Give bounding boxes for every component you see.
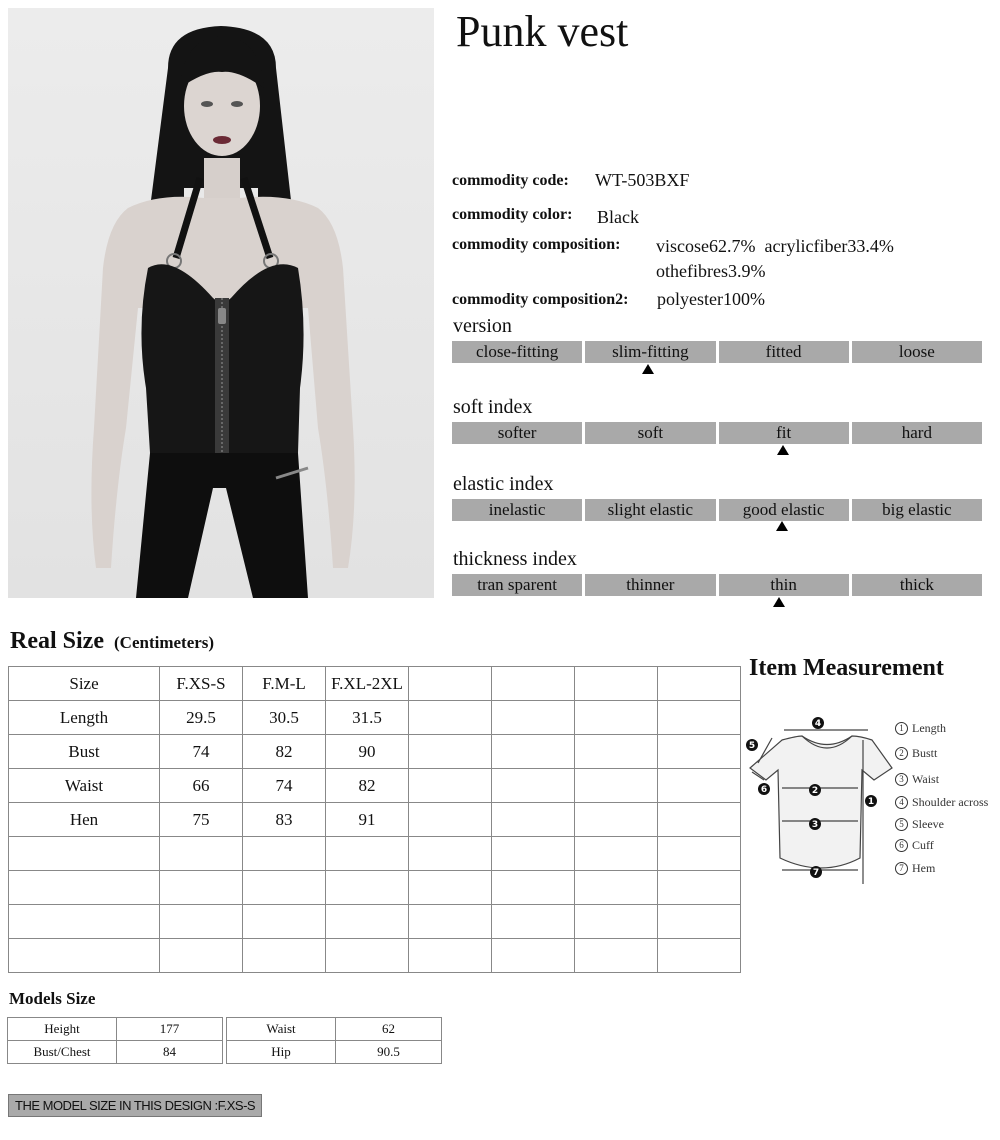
- size-cell: [326, 939, 409, 973]
- size-cell: 75: [160, 803, 243, 837]
- model-illustration: [8, 8, 434, 598]
- size-cell: [9, 871, 160, 905]
- commodity-composition2-value: polyester100%: [657, 289, 765, 309]
- legend-label: Shoulder across: [912, 795, 989, 809]
- size-cell: [409, 803, 492, 837]
- legend-number: 2: [895, 747, 908, 760]
- size-cell: [243, 837, 326, 871]
- size-cell: [575, 701, 658, 735]
- size-row: [9, 837, 741, 871]
- models-size-table-right: [226, 1017, 442, 1064]
- size-cell: 30.5: [243, 701, 326, 735]
- size-cell: 82: [243, 735, 326, 769]
- commodity-code-label: commodity code:: [452, 172, 569, 189]
- size-cell: [658, 735, 741, 769]
- size-cell: [575, 803, 658, 837]
- thickness-index-option: thick: [852, 574, 982, 596]
- elastic-index-selected-marker: [776, 521, 788, 531]
- size-cell: [409, 939, 492, 973]
- soft-index-option: hard: [852, 422, 982, 444]
- size-row: [9, 905, 741, 939]
- legend-number: 7: [895, 862, 908, 875]
- version-option: slim-fitting: [585, 341, 715, 363]
- size-cell: [658, 803, 741, 837]
- size-cell: [160, 905, 243, 939]
- models-size-row: [8, 1041, 223, 1064]
- size-header-cell: F.XL-2XL: [326, 667, 409, 701]
- size-cell: 83: [243, 803, 326, 837]
- soft-index-selected-marker: [777, 445, 789, 455]
- legend-item: [895, 721, 946, 736]
- legend-number: 3: [895, 773, 908, 786]
- size-cell: [243, 871, 326, 905]
- size-cell: Waist: [9, 769, 160, 803]
- thickness-index-option: thinner: [585, 574, 715, 596]
- size-cell: [492, 803, 575, 837]
- diagram-number: 4: [814, 719, 822, 729]
- size-cell: [658, 939, 741, 973]
- diagram-number: 2: [811, 786, 819, 796]
- models-size-value: 90.5: [336, 1041, 442, 1064]
- legend-label: Sleeve: [912, 817, 944, 831]
- version-option: close-fitting: [452, 341, 582, 363]
- legend-label: Waist: [912, 772, 940, 786]
- size-cell: [658, 871, 741, 905]
- thickness-index-selected-marker: [773, 597, 785, 607]
- size-cell: 74: [160, 735, 243, 769]
- size-cell: 90: [326, 735, 409, 769]
- legend-number: 6: [895, 839, 908, 852]
- size-cell: [658, 769, 741, 803]
- size-cell: 74: [243, 769, 326, 803]
- real-size-unit: (Centimeters): [114, 633, 215, 652]
- legend-number: 4: [895, 796, 908, 809]
- version-option: fitted: [719, 341, 849, 363]
- size-cell: Length: [9, 701, 160, 735]
- size-header-cell: [575, 667, 658, 701]
- thickness-index-title: thickness index: [453, 548, 577, 570]
- diagram-number: 7: [812, 868, 820, 878]
- size-cell: 31.5: [326, 701, 409, 735]
- size-cell: [492, 769, 575, 803]
- diagram-number: 5: [748, 741, 756, 751]
- model-size-note: THE MODEL SIZE IN THIS DESIGN :F.XS-S: [8, 1094, 262, 1117]
- size-header-row: [9, 667, 741, 701]
- legend-item: [895, 795, 988, 810]
- size-cell: [492, 735, 575, 769]
- size-cell: 91: [326, 803, 409, 837]
- size-cell: 29.5: [160, 701, 243, 735]
- size-cell: 66: [160, 769, 243, 803]
- size-cell: Hen: [9, 803, 160, 837]
- version-title: version: [453, 315, 512, 337]
- commodity-composition-value-2: othefibres3.9%: [656, 261, 766, 281]
- size-cell: [492, 905, 575, 939]
- commodity-code-value: WT-503BXF: [595, 170, 690, 190]
- real-size-table: [8, 666, 741, 973]
- size-cell: [326, 871, 409, 905]
- size-header-cell: [492, 667, 575, 701]
- size-cell: [409, 701, 492, 735]
- legend-label: Bustt: [912, 746, 938, 760]
- models-size-row: [227, 1018, 442, 1041]
- elastic-index-title: elastic index: [453, 473, 554, 495]
- size-cell: [9, 905, 160, 939]
- models-size-row: [227, 1041, 442, 1064]
- size-cell: [575, 735, 658, 769]
- size-cell: [658, 701, 741, 735]
- size-cell: [243, 905, 326, 939]
- size-cell: [575, 769, 658, 803]
- product-title: Punk vest: [456, 7, 629, 56]
- size-cell: [658, 837, 741, 871]
- size-cell: [492, 837, 575, 871]
- commodity-composition-label: commodity composition:: [452, 236, 621, 253]
- models-size-row: [8, 1018, 223, 1041]
- size-cell: Bust: [9, 735, 160, 769]
- real-size-title: Real Size: [10, 628, 104, 654]
- soft-index-option: fit: [719, 422, 849, 444]
- soft-index-option: soft: [585, 422, 715, 444]
- diagram-number: 1: [867, 797, 875, 807]
- size-cell: [9, 939, 160, 973]
- size-header-cell: [658, 667, 741, 701]
- legend-item: [895, 772, 939, 787]
- size-cell: [575, 939, 658, 973]
- legend-item: [895, 817, 944, 832]
- version-scale: [452, 341, 982, 363]
- commodity-composition-value-1: viscose62.7% acrylicfiber33.4%: [656, 236, 894, 256]
- legend-item: [895, 746, 937, 761]
- models-size-value: 62: [336, 1018, 442, 1041]
- models-size-label: Waist: [227, 1018, 336, 1041]
- size-cell: [492, 871, 575, 905]
- size-row: [9, 803, 741, 837]
- size-row: [9, 871, 741, 905]
- models-size-label: Bust/Chest: [8, 1041, 117, 1064]
- legend-label: Length: [912, 721, 946, 735]
- models-size-label: Hip: [227, 1041, 336, 1064]
- size-cell: [575, 837, 658, 871]
- size-cell: [409, 837, 492, 871]
- size-cell: [409, 905, 492, 939]
- diagram-number: 6: [760, 785, 768, 795]
- commodity-composition2-label: commodity composition2:: [452, 291, 629, 308]
- size-header-cell: F.XS-S: [160, 667, 243, 701]
- version-selected-marker: [642, 364, 654, 374]
- thickness-index-scale: [452, 574, 982, 596]
- legend-item: [895, 838, 934, 853]
- commodity-color-label: commodity color:: [452, 206, 573, 223]
- size-cell: [575, 871, 658, 905]
- product-photo: [8, 8, 434, 598]
- legend-label: Hem: [912, 861, 936, 875]
- size-cell: [160, 939, 243, 973]
- size-cell: [658, 905, 741, 939]
- size-cell: [326, 837, 409, 871]
- item-measurement-title: Item Measurement: [749, 655, 944, 681]
- size-cell: 82: [326, 769, 409, 803]
- legend-number: 5: [895, 818, 908, 831]
- legend-item: [895, 861, 935, 876]
- size-cell: [243, 939, 326, 973]
- elastic-index-option: inelastic: [452, 499, 582, 521]
- size-cell: [9, 837, 160, 871]
- size-cell: [160, 871, 243, 905]
- size-header-cell: [409, 667, 492, 701]
- size-cell: [409, 735, 492, 769]
- soft-index-scale: [452, 422, 982, 444]
- models-size-title: Models Size: [9, 989, 96, 1008]
- elastic-index-option: slight elastic: [585, 499, 715, 521]
- size-row: [9, 701, 741, 735]
- size-cell: [160, 837, 243, 871]
- size-row: [9, 769, 741, 803]
- models-size-value: 84: [117, 1041, 223, 1064]
- thickness-index-option: tran sparent: [452, 574, 582, 596]
- models-size-label: Height: [8, 1018, 117, 1041]
- size-cell: [326, 905, 409, 939]
- models-size-value: 177: [117, 1018, 223, 1041]
- size-cell: [492, 701, 575, 735]
- size-header-cell: Size: [9, 667, 160, 701]
- size-cell: [409, 871, 492, 905]
- size-cell: [575, 905, 658, 939]
- soft-index-option: softer: [452, 422, 582, 444]
- diagram-number: 3: [811, 820, 819, 830]
- models-size-table-left: [7, 1017, 223, 1064]
- size-row: [9, 735, 741, 769]
- thickness-index-option: thin: [719, 574, 849, 596]
- elastic-index-option: good elastic: [719, 499, 849, 521]
- size-cell: [409, 769, 492, 803]
- size-row: [9, 939, 741, 973]
- legend-label: Cuff: [912, 838, 934, 852]
- size-cell: [492, 939, 575, 973]
- soft-index-title: soft index: [453, 396, 533, 418]
- legend-number: 1: [895, 722, 908, 735]
- elastic-index-scale: [452, 499, 982, 521]
- commodity-color-value: Black: [597, 207, 639, 227]
- elastic-index-option: big elastic: [852, 499, 982, 521]
- size-header-cell: F.M-L: [243, 667, 326, 701]
- version-option: loose: [852, 341, 982, 363]
